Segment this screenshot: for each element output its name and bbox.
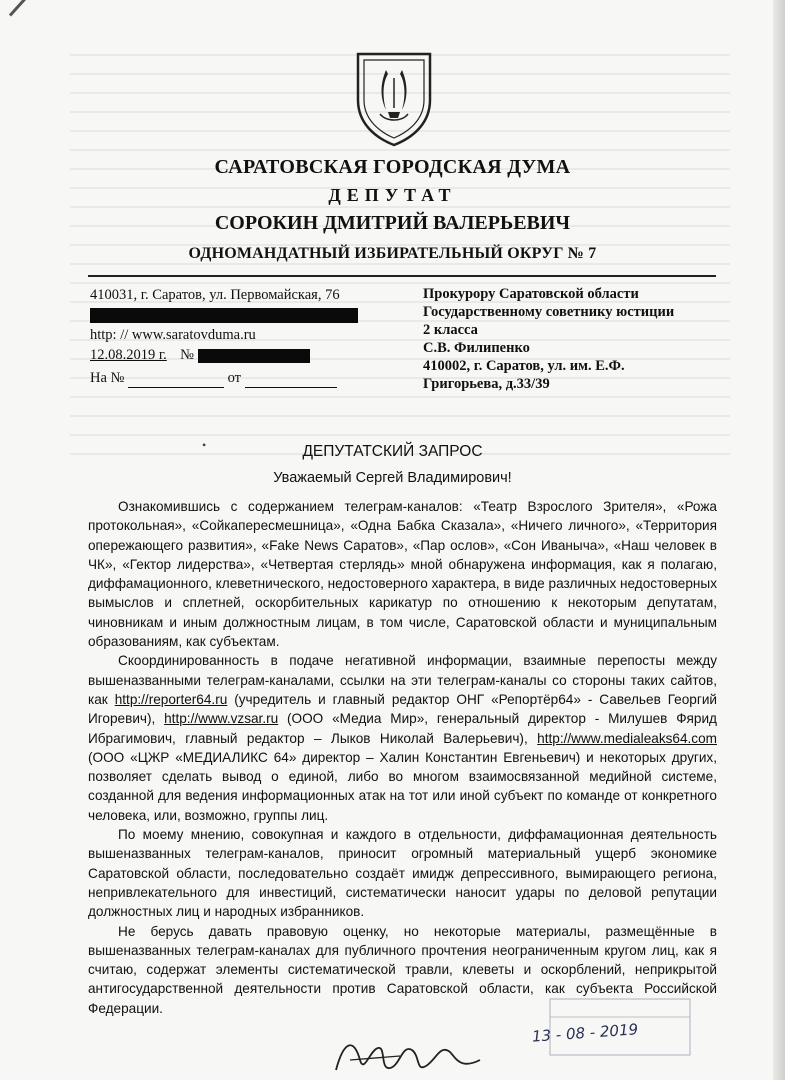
registration-stamp: [530, 995, 700, 1065]
header-deputy-name: СОРОКИН ДМИТРИЙ ВАЛЕРЬЕВИЧ: [214, 212, 571, 234]
header-divider: [88, 275, 716, 277]
body-text: (ООО «Медиа Мир», генеральный директор - Милушев Фярид Ибрагимович, главный редактор – Лыков Николай Валерьевич),: [88, 711, 717, 746]
link-reporter64[interactable]: http://reporter64.ru: [114, 691, 228, 707]
header-district: ОДНОМАНДАТНЫЙ ИЗБИРАТЕЛЬНЫЙ ОКРУГ № 7: [188, 245, 597, 262]
body-text: (учредитель и главный редактор ОНГ «Репортёр64» - Савельев Георгий Игоревич),: [88, 691, 718, 727]
reply-reference-line: [90, 368, 380, 388]
reply-from-label: от: [227, 370, 242, 386]
body-paragraph-1: Ознакомившись с содержанием телеграм-каналов: «Театр Взрослого Зрителя», «Рожа протокольная», «Сойкапересмешница», «Одна Бабка Сказала», «Ничего личного», «Территория опережающего развития», «Fake News Саратов», «Пар ослов», «Сон Иваныча», «Наш человек в ЧК», «Гектор лидерства», «Четвертая стерлядь» мной обнаружена информация, как я полагаю, диффамационного, клеветнического, недостоверного характера, в виде различных недостоверных вымыслов и сплетней, оскорбительных карикатур по отношению к некоторым депутатам, чиновникам и иным должностным лицам, в том числе, Саратовской области и муниципальным образованиям, как субъектам.: [88, 499, 717, 650]
recipient-line: Прокурору Саратовской области: [423, 286, 639, 302]
stray-mark: •: [202, 438, 207, 452]
recipient-block: [423, 285, 723, 393]
sender-block: [90, 285, 380, 388]
reply-date-blank: [245, 373, 337, 388]
coat-of-arms-emblem: [350, 48, 438, 148]
sender-number-label: №: [180, 347, 194, 363]
document-title: ДЕПУТАТСКИЙ ЗАПРОС: [302, 443, 483, 460]
recipient-line: Государственному советнику юстиции: [423, 304, 675, 320]
sender-address: 410031, г. Саратов, ул. Первомайская, 76: [90, 287, 340, 303]
signature: [330, 1030, 490, 1080]
pencil-mark: [9, 0, 34, 17]
reply-number-label: На №: [90, 370, 125, 386]
body-paragraph-2: [88, 651, 717, 825]
recipient-line: 410002, г. Саратов, ул. им. Е.Ф.: [423, 358, 625, 374]
link-medialeaks64[interactable]: http://www.medialeaks64.com: [537, 730, 717, 746]
sender-date: 12.08.2019 г.: [90, 347, 167, 363]
header-role: ДЕПУТАТ: [328, 185, 457, 205]
body-paragraph-4: Не берусь давать правовую оценку, но некоторые материалы, размещённые в вышеназванных телеграм-каналах для публичного прочтения неограниченным кругом лиц, как я считаю, содержат элементы систематической травли, клеветы и оскорблений, неприкрытой антигосударственной деятельности против Саратовской области, как субъекта Российской Федерации.: [88, 923, 717, 1016]
stamp-date: 13 - 08 - 2019: [531, 1020, 639, 1046]
link-vzsar[interactable]: http://www.vzsar.ru: [164, 711, 279, 727]
reply-number-blank: [128, 373, 224, 388]
letter-body: [88, 497, 717, 1018]
recipient-line: Григорьева, д.33/39: [423, 376, 550, 392]
body-text: (ООО «ЦЖР «МЕДИАЛИКС 64» директор – Халин Константин Евгеньевич) и некоторых других, позволяет сделать вывод о единой, либо во многом взаимосвязанной медийной системе, созданной для ведения информационных атак на тот или иной субъект по команде от конкретного человека, или, возможно, группы лиц.: [88, 749, 717, 823]
sender-website: http: // www.saratovduma.ru: [90, 327, 256, 343]
header-org: САРАТОВСКАЯ ГОРОДСКАЯ ДУМА: [214, 156, 571, 178]
greeting: Уважаемый Сергей Владимирович!: [273, 470, 512, 486]
recipient-line: 2 класса: [423, 322, 478, 338]
recipient-line: С.В. Филипенко: [423, 340, 530, 356]
sender-date-line: [90, 345, 380, 365]
redaction-bar: [198, 349, 310, 363]
redaction-bar: [90, 308, 358, 323]
sender-redacted-line: [90, 305, 380, 325]
body-text: Скоординированность в подаче негативной информации, взаимные перепосты между вышеназванными телеграм-каналами, ссылки на эти телеграм-каналы со стороны таких сайтов, как: [88, 653, 717, 707]
body-paragraph-3: По моему мнению, совокупная и каждого в отдельности, диффамационная деятельность вышеназванных телеграм-каналов, приносит огромный материальный ущерб экономике Саратовской области, последовательно создаёт имидж депрессивного, вымирающего региона, непривлекательного для инвестиций, систематически наносит удары по деловой репутации должностных лиц и народных избранников.: [88, 827, 717, 920]
